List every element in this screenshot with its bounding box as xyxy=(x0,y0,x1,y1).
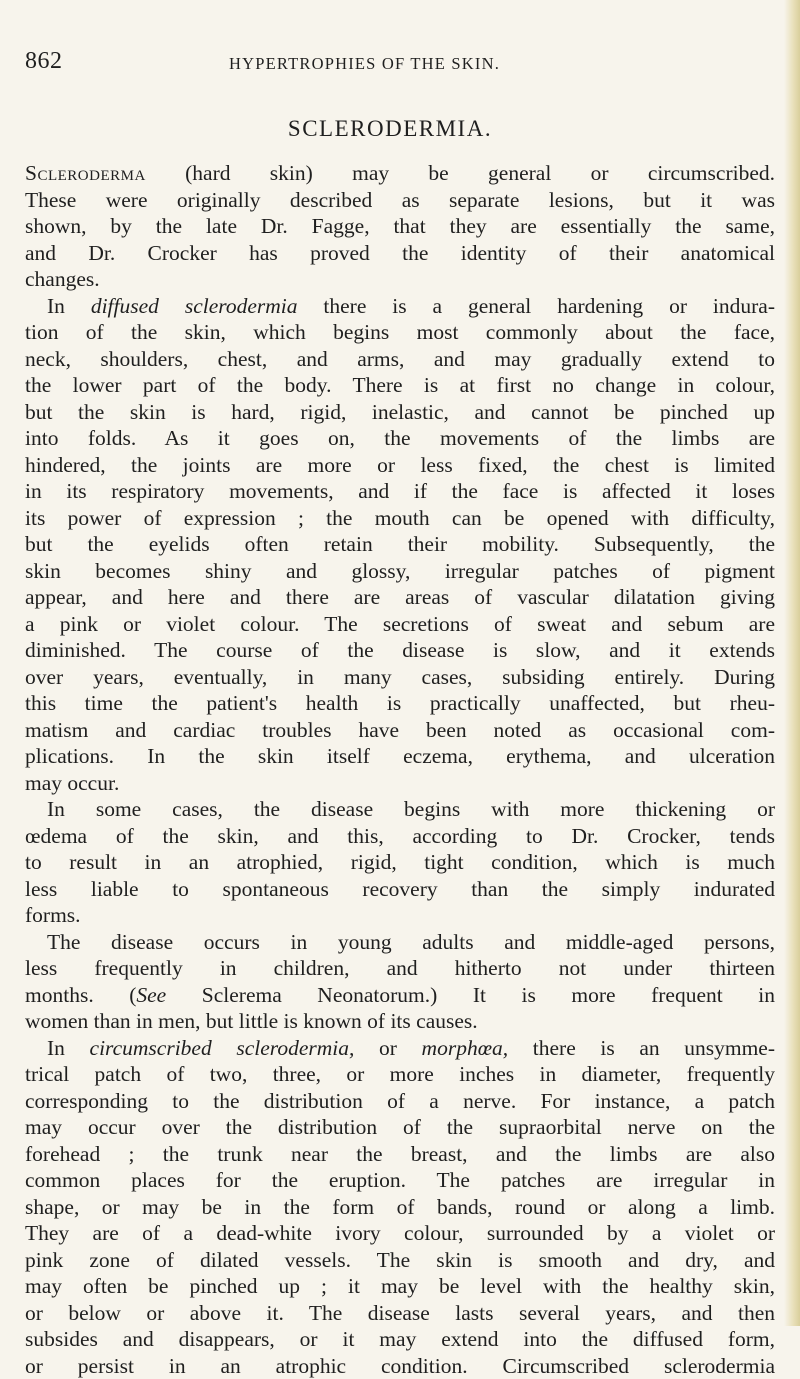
body-text xyxy=(25,160,775,1379)
text-line xyxy=(25,770,775,797)
text-segment: corresponding to the distribution of a nerve. For instance, a patch xyxy=(25,1089,775,1113)
text-segment: Sclerema Neonatorum.) It is more frequent in xyxy=(166,983,775,1007)
text-line xyxy=(25,266,775,293)
text-segment: but the eyelids often retain their mobility. Subsequently, the xyxy=(25,532,775,556)
text-line xyxy=(25,1247,775,1274)
text-line xyxy=(25,558,775,585)
text-line xyxy=(25,1220,775,1247)
text-line xyxy=(25,399,775,426)
text-segment: In xyxy=(47,294,91,318)
text-segment: less frequently in children, and hitherto not under thirteen xyxy=(25,956,775,980)
section-title: SCLERODERMIA. xyxy=(0,116,780,142)
text-segment: the lower part of the body. There is at first no change in colour, xyxy=(25,373,775,397)
text-segment: this time the patient's health is practically unaffected, but rheu- xyxy=(25,691,775,715)
italic-term: morphœa, xyxy=(422,1036,509,1060)
text-segment: hindered, the joints are more or less fixed, the chest is limited xyxy=(25,453,775,477)
text-segment: changes. xyxy=(25,267,100,291)
page-header xyxy=(0,48,800,82)
text-segment: In xyxy=(47,1036,90,1060)
text-line xyxy=(25,664,775,691)
italic-term: See xyxy=(136,983,166,1007)
text-segment: forehead ; the trunk near the breast, and the limbs are also xyxy=(25,1142,775,1166)
text-line xyxy=(25,1088,775,1115)
text-segment: may occur over the distribution of the supraorbital nerve on the xyxy=(25,1115,775,1139)
text-line xyxy=(25,1008,775,1035)
text-segment: or below or above it. The disease lasts several years, and then xyxy=(25,1301,775,1325)
text-segment: shape, or may be in the form of bands, round or along a limb. xyxy=(25,1195,775,1219)
text-line xyxy=(25,611,775,638)
text-segment: months. ( xyxy=(25,983,136,1007)
text-line xyxy=(25,1353,775,1379)
italic-term: diffused sclerodermia xyxy=(91,294,298,318)
text-segment: in its respiratory movements, and if the face is affected it loses xyxy=(25,479,775,503)
text-line xyxy=(25,187,775,214)
text-segment: and Dr. Crocker has proved the identity of their anatomical xyxy=(25,241,775,265)
text-line xyxy=(25,955,775,982)
text-segment: its power of expression ; the mouth can be opened with difficulty, xyxy=(25,506,775,530)
text-line xyxy=(25,982,775,1009)
text-line xyxy=(25,1141,775,1168)
text-line xyxy=(25,425,775,452)
text-line xyxy=(25,372,775,399)
text-line xyxy=(25,478,775,505)
text-segment: may often be pinched up ; it may be level with the healthy skin, xyxy=(25,1274,775,1298)
text-line xyxy=(25,902,775,929)
text-segment: In some cases, the disease begins with more thickening or xyxy=(47,797,775,821)
text-line xyxy=(25,1300,775,1327)
text-segment: women than in men, but little is known of its causes. xyxy=(25,1009,478,1033)
text-segment: less liable to spontaneous recovery than the simply indurated xyxy=(25,877,775,901)
text-segment: appear, and here and there are areas of vascular dilatation giving xyxy=(25,585,775,609)
text-line xyxy=(25,584,775,611)
text-segment: (hard skin) may be general or circumscribed. xyxy=(146,161,775,185)
text-segment: subsides and disappears, or it may extend into the diffused form, xyxy=(25,1327,775,1351)
text-line xyxy=(25,876,775,903)
text-segment: The disease occurs in young adults and middle-aged persons, xyxy=(47,930,775,954)
text-line xyxy=(25,1035,775,1062)
text-segment: tion of the skin, which begins most commonly about the face, xyxy=(25,320,775,344)
text-line xyxy=(25,531,775,558)
italic-term: circumscribed sclerodermia, xyxy=(90,1036,355,1060)
text-line xyxy=(25,1167,775,1194)
text-line xyxy=(25,929,775,956)
text-segment: or xyxy=(354,1036,421,1060)
text-line xyxy=(25,1061,775,1088)
page-edge xyxy=(784,0,800,1326)
text-line xyxy=(25,160,775,187)
text-line xyxy=(25,213,775,240)
text-line xyxy=(25,1273,775,1300)
text-line xyxy=(25,346,775,373)
text-segment: into folds. As it goes on, the movements of the limbs are xyxy=(25,426,775,450)
text-line xyxy=(25,796,775,823)
text-line xyxy=(25,717,775,744)
text-segment: there is a general hardening or indura- xyxy=(297,294,775,318)
text-segment: a pink or violet colour. The secretions of sweat and sebum are xyxy=(25,612,775,636)
text-segment: plications. In the skin itself eczema, erythema, and ulceration xyxy=(25,744,775,768)
text-segment: skin becomes shiny and glossy, irregular patches of pigment xyxy=(25,559,775,583)
text-segment: may occur. xyxy=(25,771,119,795)
text-segment: pink zone of dilated vessels. The skin is smooth and dry, and xyxy=(25,1248,775,1272)
text-segment: œdema of the skin, and this, according to Dr. Crocker, tends xyxy=(25,824,775,848)
text-segment: matism and cardiac troubles have been noted as occasional com- xyxy=(25,718,775,742)
text-line xyxy=(25,690,775,717)
text-line xyxy=(25,452,775,479)
text-line xyxy=(25,823,775,850)
text-line xyxy=(25,637,775,664)
text-segment: diminished. The course of the disease is slow, and it extends xyxy=(25,638,775,662)
text-line xyxy=(25,240,775,267)
text-segment: common places for the eruption. The patches are irregular in xyxy=(25,1168,775,1192)
text-segment: forms. xyxy=(25,903,81,927)
text-segment: These were originally described as separate lesions, but it was xyxy=(25,188,775,212)
text-segment: They are of a dead-white ivory colour, surrounded by a violet or xyxy=(25,1221,775,1245)
text-line xyxy=(25,1326,775,1353)
text-line xyxy=(25,505,775,532)
text-line xyxy=(25,1114,775,1141)
text-line xyxy=(25,293,775,320)
running-head: HYPERTROPHIES OF THE SKIN. xyxy=(229,54,500,74)
text-segment: or persist in an atrophic condition. Circumscribed sclerodermia xyxy=(25,1354,775,1378)
text-segment: over years, eventually, in many cases, subsiding entirely. During xyxy=(25,665,775,689)
text-segment: shown, by the late Dr. Fagge, that they are essentially the same, xyxy=(25,214,775,238)
text-line xyxy=(25,743,775,770)
lead-term: Scleroderma xyxy=(25,161,146,185)
text-segment: neck, shoulders, chest, and arms, and may gradually extend to xyxy=(25,347,775,371)
text-line xyxy=(25,849,775,876)
text-line xyxy=(25,1194,775,1221)
text-line xyxy=(25,319,775,346)
text-segment: to result in an atrophied, rigid, tight condition, which is much xyxy=(25,850,775,874)
page-number: 862 xyxy=(25,48,63,75)
text-segment: there is an unsymme- xyxy=(508,1036,775,1060)
text-segment: but the skin is hard, rigid, inelastic, and cannot be pinched up xyxy=(25,400,775,424)
text-segment: trical patch of two, three, or more inches in diameter, frequently xyxy=(25,1062,775,1086)
